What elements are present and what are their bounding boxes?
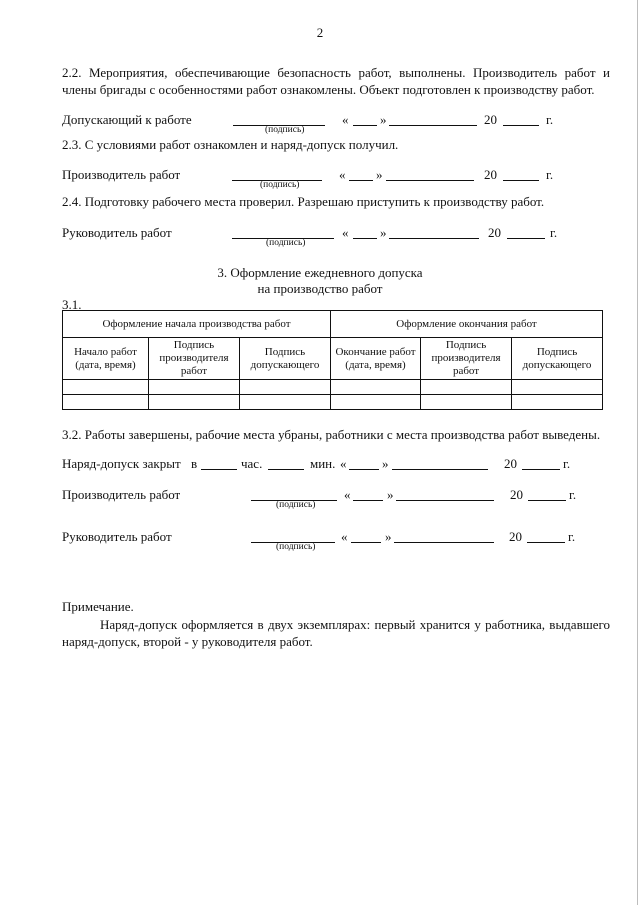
producer-close-day-line[interactable] xyxy=(353,500,383,501)
column-header-end-producer-sign: Подпись производителя работ xyxy=(421,338,512,380)
producer-day-line[interactable] xyxy=(349,180,373,181)
producer-year-prefix: 20 xyxy=(484,167,497,182)
producer-close-year-line[interactable] xyxy=(528,500,566,501)
admitter-month-line[interactable] xyxy=(389,125,477,126)
closed-year-line[interactable] xyxy=(522,469,560,470)
table-cell[interactable] xyxy=(63,380,149,395)
section-3-title-line1: 3. Оформление ежедневного допуска xyxy=(217,265,423,280)
admitter-date-open: « xyxy=(342,112,349,127)
producer-label-2-3: Производитель работ xyxy=(62,167,181,182)
table-cell[interactable] xyxy=(331,380,421,395)
admitter-year-suffix: г. xyxy=(546,112,554,127)
table-cell[interactable] xyxy=(149,380,240,395)
table-cell[interactable] xyxy=(240,395,331,410)
manager-month-line[interactable] xyxy=(389,238,479,239)
admitter-signature-hint: (подпись) xyxy=(265,125,305,135)
producer-year-suffix: г. xyxy=(546,167,554,182)
producer-close-date-close: » xyxy=(387,487,394,502)
section-2-3-text: 2.3. С условиями работ ознакомлен и наряд-допуск получил. xyxy=(62,137,399,152)
table-cell[interactable] xyxy=(512,395,603,410)
manager-close-year-line[interactable] xyxy=(527,542,565,543)
closed-day-line[interactable] xyxy=(349,469,379,470)
manager-year-suffix: г. xyxy=(550,225,558,240)
group-header-end: Оформление окончания работ xyxy=(331,311,603,338)
manager-close-month-line[interactable] xyxy=(394,542,494,543)
table-cell[interactable] xyxy=(149,395,240,410)
closed-year-prefix: 20 xyxy=(504,456,517,471)
admitter-year-prefix: 20 xyxy=(484,112,497,127)
column-header-start-producer-sign: Подпись производителя работ xyxy=(149,338,240,380)
table-cell[interactable] xyxy=(240,380,331,395)
table-row xyxy=(63,380,603,395)
manager-date-close: » xyxy=(380,225,387,240)
table-cell[interactable] xyxy=(512,380,603,395)
note-text: Наряд-допуск оформляется в двух экземплярах: первый хранится у работника, выдавшего наряд-допуск, второй - у руководителя работ. xyxy=(62,617,610,649)
manager-year-line[interactable] xyxy=(507,238,545,239)
closed-in: в xyxy=(191,456,198,471)
closed-minute-label: мин. xyxy=(310,456,336,471)
closed-hour-label: час. xyxy=(241,456,263,471)
producer-label-3-2: Производитель работ xyxy=(62,487,181,502)
column-header-end-datetime: Окончание работ (дата, время) xyxy=(331,338,421,380)
producer-month-line[interactable] xyxy=(386,180,474,181)
producer-year-line[interactable] xyxy=(503,180,539,181)
manager-close-day-line[interactable] xyxy=(351,542,381,543)
closed-year-suffix: г. xyxy=(563,456,571,471)
producer-signature-hint: (подпись) xyxy=(260,180,300,190)
table-cell[interactable] xyxy=(331,395,421,410)
closed-month-line[interactable] xyxy=(392,469,488,470)
manager-year-prefix: 20 xyxy=(488,225,501,240)
admitter-label: Допускающий к работе xyxy=(62,112,192,127)
producer-close-signature-hint: (подпись) xyxy=(276,500,316,510)
producer-close-year-suffix: г. xyxy=(569,487,577,502)
manager-date-open: « xyxy=(342,225,349,240)
manager-close-date-open: « xyxy=(341,529,348,544)
section-3-2-text: 3.2. Работы завершены, рабочие места убраны, работники с места производства работ выведены. xyxy=(62,427,601,442)
section-2-4-text: 2.4. Подготовку рабочего места проверил. Разрешаю приступить к производству работ. xyxy=(62,194,545,209)
manager-label-2-4: Руководитель работ xyxy=(62,225,172,240)
manager-close-year-prefix: 20 xyxy=(509,529,522,544)
closed-minute-line[interactable] xyxy=(268,469,304,470)
closed-date-close: » xyxy=(382,456,389,471)
section-3-title-line2: на производство работ xyxy=(257,281,383,296)
table-cell[interactable] xyxy=(421,395,512,410)
manager-day-line[interactable] xyxy=(353,238,377,239)
page-number: 2 xyxy=(316,25,324,40)
column-header-end-admitter-sign: Подпись допускающего xyxy=(512,338,603,380)
manager-close-year-suffix: г. xyxy=(568,529,576,544)
closed-hour-line[interactable] xyxy=(201,469,237,470)
daily-permit-table xyxy=(62,310,603,410)
closed-label: Наряд-допуск закрыт xyxy=(62,456,181,471)
table-cell[interactable] xyxy=(421,380,512,395)
manager-close-date-close: » xyxy=(385,529,392,544)
column-header-start-datetime: Начало работ (дата, время) xyxy=(63,338,149,380)
section-3-1-label: 3.1. xyxy=(62,297,82,312)
manager-signature-hint: (подпись) xyxy=(266,238,306,248)
closed-date-open: « xyxy=(340,456,347,471)
section-2-2-text: 2.2. Мероприятия, обеспечивающие безопасность работ, выполнены. Производитель работ и члены бригады с особенностями работ ознакомлены. Объект подготовлен к производству работ. xyxy=(62,65,610,97)
page-edge xyxy=(637,0,638,905)
manager-label-3-2: Руководитель работ xyxy=(62,529,172,544)
table-cell[interactable] xyxy=(63,395,149,410)
manager-close-signature-hint: (подпись) xyxy=(276,542,316,552)
column-header-start-admitter-sign: Подпись допускающего xyxy=(240,338,331,380)
producer-close-year-prefix: 20 xyxy=(510,487,523,502)
admitter-year-line[interactable] xyxy=(503,125,539,126)
group-header-start: Оформление начала производства работ xyxy=(63,311,331,338)
table-row xyxy=(63,395,603,410)
admitter-date-close: » xyxy=(380,112,387,127)
admitter-day-line[interactable] xyxy=(353,125,377,126)
producer-close-date-open: « xyxy=(344,487,351,502)
producer-close-month-line[interactable] xyxy=(396,500,494,501)
note-heading: Примечание. xyxy=(62,599,134,614)
producer-date-open: « xyxy=(339,167,346,182)
producer-date-close: » xyxy=(376,167,383,182)
